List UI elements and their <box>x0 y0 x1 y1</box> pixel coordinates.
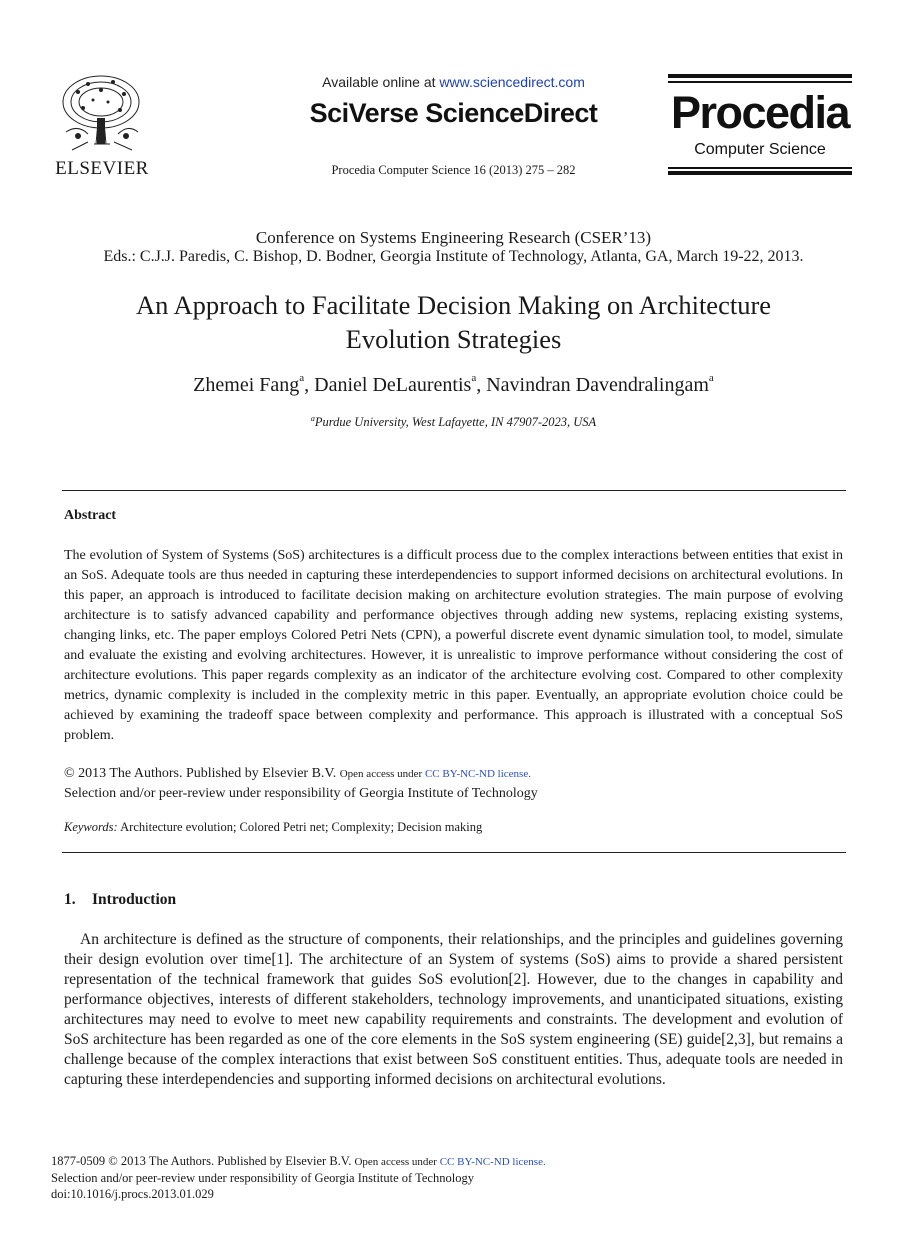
procedia-subtitle: Computer Science <box>694 141 826 158</box>
license-link[interactable]: CC BY-NC-ND license. <box>439 1156 546 1168</box>
peer-review-text: Selection and/or peer-review under responsibility of Georgia Institute of Technology <box>51 1171 474 1185</box>
divider <box>62 852 846 853</box>
author-name: Zhemei Fang <box>193 374 300 396</box>
section-number: 1. <box>64 891 76 908</box>
keywords <box>64 820 843 835</box>
procedia-title: Procedia <box>670 87 850 138</box>
logo-rule <box>668 81 852 83</box>
author-name: Navindran Davendralingam <box>486 374 709 396</box>
divider <box>62 490 846 491</box>
page-footer <box>51 1153 851 1202</box>
introduction-paragraph: An architecture is defined as the structure of components, their relationships, and the principles and guidelines governing their design evolution over time[1]. The architecture of an System of systems (SoS) aims to provide a shared persistent representation of the technical framework that guides SoS evolution[2]. However, due to the changes in capability and performance objectives, interests of different stakeholders, technology improvements, and unanticipated situations, existing architectures may need to evolve to meet new capability requirements and constraints. The development and evolution of SoS architecture has been regarded as one of the core elements in the SoS system engineering (SE) guide[2,3], but remains a challenge because of the complex interactions that exist between SoS constituent entities. Thus, adequate tools are needed in capturing these interdependencies and supporting informed decisions on architectural evolutions. <box>64 931 843 1088</box>
abstract-heading: Abstract <box>64 508 117 523</box>
author-name: Daniel DeLaurentis <box>314 374 472 396</box>
affiliation-text: Purdue University, West Lafayette, IN 47907-2023, USA <box>314 415 597 430</box>
section-heading <box>64 891 176 909</box>
elsevier-wordmark: ELSEVIER <box>55 158 149 179</box>
abstract-text: The evolution of System of Systems (SoS) architectures is a difficult process due to the complex interactions between entities that exist in an SoS. Adequate tools are thus needed in capturing these interdependencies to support informed decisions on architectural evolutions. In this paper, an approach is introduced to facilitate decision making on architecture evolution strategies. The main purpose of evolving architecture is to satisfy advanced capability and performance objectives through adding new systems, replacing existing systems, changing links, etc. The paper employs Colored Petri Nets (CPN), a powerful discrete event dynamic simulation tool, to model, simulate and evaluate the existing and evolving architectures. However, it is unrealistic to improve performance without considering the cost of architecture evolutions. This paper regards complexity as an indicator of the architecture evolving cost. Compared to other complexity metrics, dynamic complexity is included in the complexity metric in this paper. Eventually, an appropriate evolution choice could be achieved by examining the tradeoff space between complexity and performance. This approach is illustrated with a conceptual SoS problem. <box>64 548 843 743</box>
conference-editors: Eds.: C.J.J. Paredis, C. Bishop, D. Bodner, Georgia Institute of Technology, Atlanta, GA, March 19-22, 2013. <box>103 248 804 265</box>
platform-name: SciVerse ScienceDirect <box>309 98 598 128</box>
sciencedirect-link[interactable]: www.sciencedirect.com <box>439 74 585 90</box>
keywords-list: Architecture evolution; Colored Petri net; Complexity; Decision making <box>117 820 483 834</box>
paper-title <box>60 288 847 356</box>
copyright-text: © 2013 The Authors. Published by Elsevier B.V. <box>64 766 340 781</box>
affiliation-mark: a <box>310 414 315 423</box>
available-prefix: Available online at <box>322 74 440 90</box>
affiliation-mark: a <box>708 372 714 384</box>
affiliation-mark: a <box>471 372 477 384</box>
open-access-text: Open access under <box>339 768 425 780</box>
author-separator: , <box>476 374 487 396</box>
license-link[interactable]: CC BY-NC-ND license. <box>424 768 531 780</box>
peer-review-text: Selection and/or peer-review under responsibility of Georgia Institute of Technology <box>64 786 538 801</box>
keywords-label: Keywords: <box>64 820 118 834</box>
issn-copyright: 1877-0509 © 2013 The Authors. Published by Elsevier B.V. <box>51 1154 355 1168</box>
affiliation <box>0 414 907 430</box>
doi[interactable]: doi:10.1016/j.procs.2013.01.029 <box>51 1187 214 1201</box>
title-line: Evolution Strategies <box>345 324 562 354</box>
affiliation-mark: a <box>299 372 305 384</box>
procedia-logo <box>668 74 852 174</box>
logo-rule <box>668 171 852 175</box>
logo-rule <box>668 167 852 169</box>
logo-rule <box>668 74 852 78</box>
title-line: An Approach to Facilitate Decision Making on Architecture <box>135 290 772 320</box>
journal-reference: Procedia Computer Science 16 (2013) 275 – 282 <box>331 163 576 177</box>
author-list <box>0 374 907 397</box>
author-separator: , <box>304 374 315 396</box>
section-title: Introduction <box>92 891 177 908</box>
open-access-text: Open access under <box>354 1156 440 1168</box>
abstract-copyright <box>64 764 843 804</box>
conference-name: Conference on Systems Engineering Research (CSER’13) <box>255 228 652 247</box>
